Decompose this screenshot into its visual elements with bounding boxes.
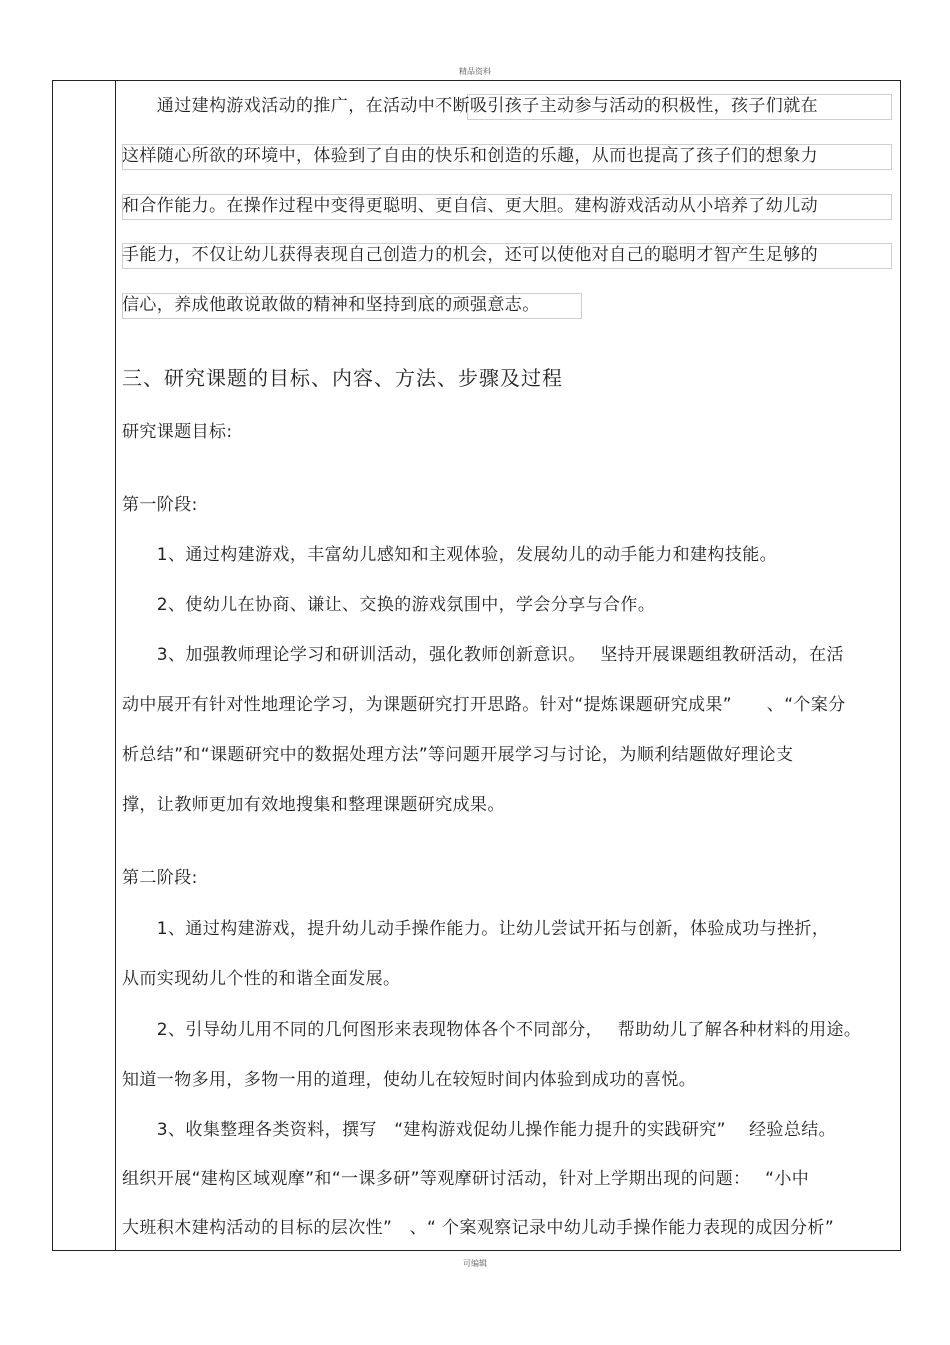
stage2-line: 从而实现幼儿个性的和谐全面发展。 — [122, 969, 401, 989]
stage2-line: 知道一物多用，多物一用的道理，使幼儿在较短时间内体验到成功的喜悦。 — [122, 1070, 697, 1090]
stage2-heading: 第二阶段: — [122, 868, 198, 888]
goal-heading: 研究课题目标: — [122, 422, 233, 442]
stage2-line: 组织开展“建构区域观摩”和“一课多研”等观摩研讨活动，针对上学期出现的问题： “小中 — [122, 1169, 810, 1189]
stage2-line: 大班积木建构活动的目标的层次性” 、“ 个案观察记录中幼儿动手操作能力表现的成因分析” — [122, 1218, 835, 1238]
stage2-line: 2、引导幼儿用不同的几何图形来表现物体各个不同部分， 帮助幼儿了解各种材料的用途。 — [122, 1020, 862, 1040]
page-footer-text: 可编辑 — [463, 1259, 487, 1268]
table-column-divider — [115, 80, 116, 1251]
stage2-line: 3、收集整理各类资料，撰写 “建构游戏促幼儿操作能力提升的实践研究” 经验总结。 — [122, 1120, 837, 1140]
stage1-line: 3、加强教师理论学习和研训活动，强化教师创新意识。 坚持开展课题组教研活动，在活 — [122, 645, 844, 665]
section-title: 三、研究课题的目标、内容、方法、步骤及过程 — [122, 366, 563, 390]
intro-line: 这样随心所欲的环境中，体验到了自由的快乐和创造的乐趣，从而也提高了孩子们的想象力 — [122, 146, 818, 166]
stage1-line: 1、通过构建游戏，丰富幼儿感知和主观体验，发展幼儿的动手能力和建构技能。 — [122, 545, 778, 565]
stage1-line: 2、使幼儿在协商、谦让、交换的游戏氛围中，学会分享与合作。 — [122, 595, 656, 615]
stage2-line: 1、通过构建游戏，提升幼儿动手操作能力。让幼儿尝试开拓与创新，体验成功与挫折， — [122, 919, 830, 939]
stage1-heading: 第一阶段: — [122, 495, 198, 515]
stage1-line: 撑，让教师更加有效地搜集和整理课题研究成果。 — [122, 795, 505, 815]
intro-line: 手能力，不仅让幼儿获得表现自己创造力的机会，还可以使他对自己的聪明才智产生足够的 — [122, 245, 818, 265]
page-header-text: 精品资料 — [459, 67, 491, 76]
intro-line: 通过建构游戏活动的推广，在活动中不断吸引孩子主动参与活动的积极性，孩子们就在 — [122, 96, 818, 116]
intro-line: 信心，养成他敢说敢做的精神和坚持到底的顽强意志。 — [122, 295, 540, 315]
stage1-line: 动中展开有针对性地理论学习，为课题研究打开思路。针对“提炼课题研究成果” 、“个案分 — [122, 695, 846, 715]
stage1-line: 析总结”和“课题研究中的数据处理方法”等问题开展学习与讨论，为顺利结题做好理论支 — [122, 745, 794, 765]
intro-line: 和合作能力。在操作过程中变得更聪明、更自信、更大胆。建构游戏活动从小培养了幼儿动 — [122, 196, 818, 216]
